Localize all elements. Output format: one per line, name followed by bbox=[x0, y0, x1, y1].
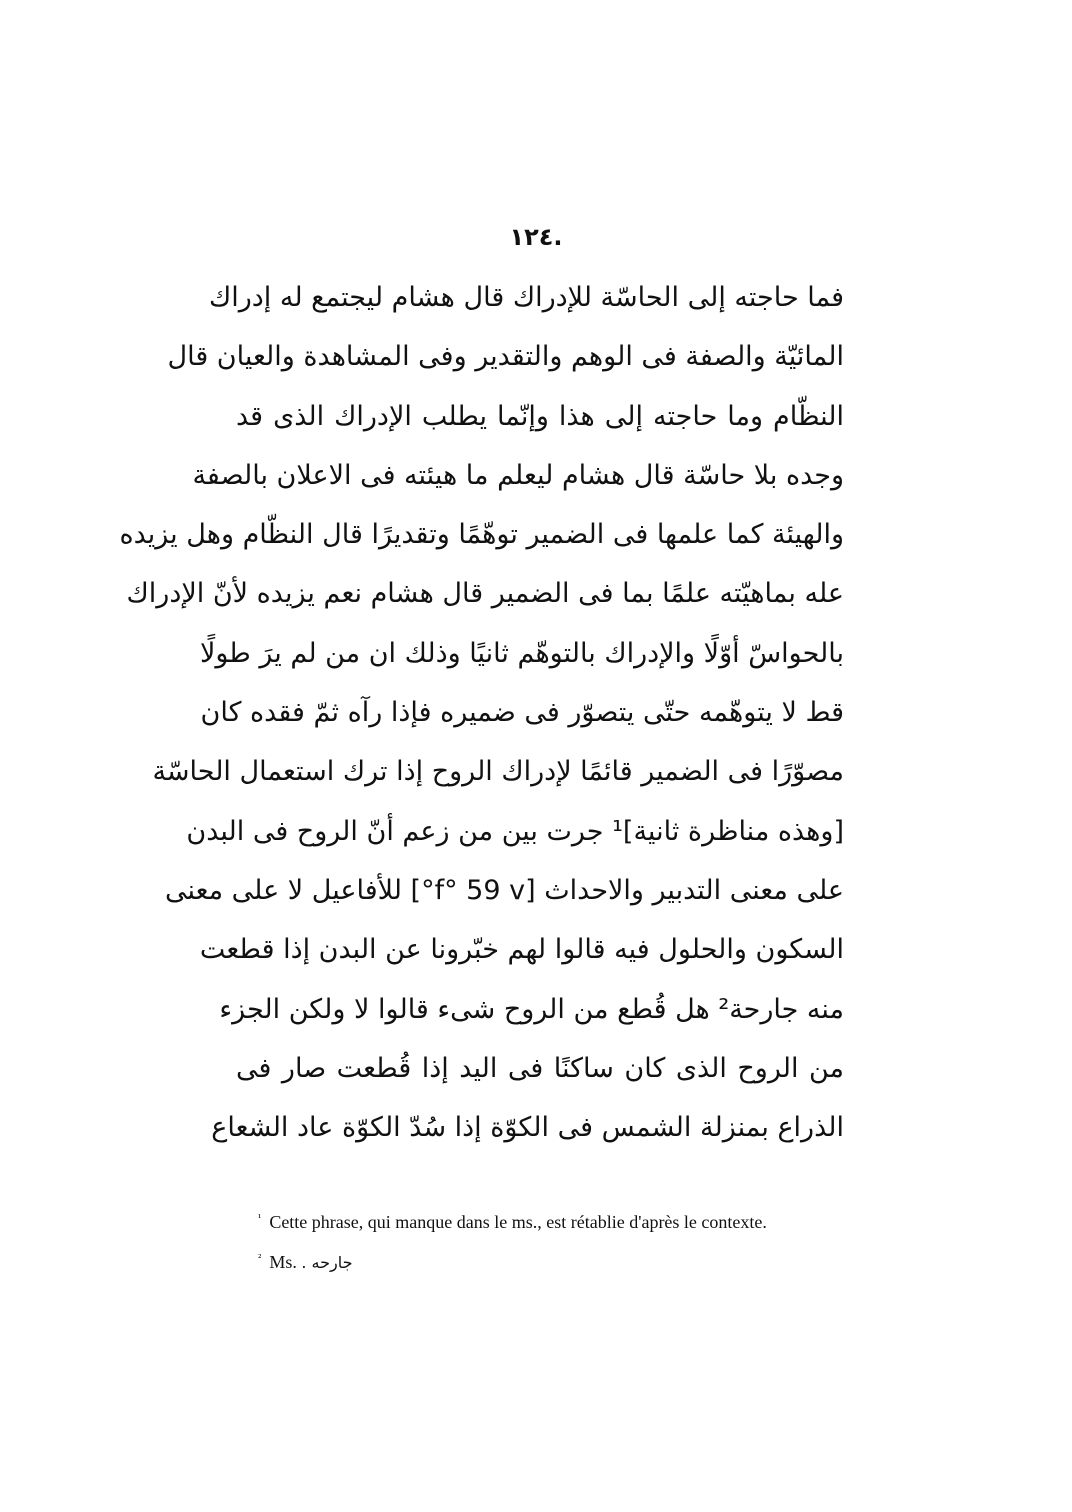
text-line: من الروح الذى كان ساكنًا فى اليد إذا قُطعت صار فى bbox=[236, 1052, 844, 1084]
text-line: بالحواسّ أوّلًا والإدراك بالتوهّم ثانيًا وذلك ان من لم يرَ طولًا bbox=[199, 637, 844, 669]
text-line: النظّام وما حاجته إلى هذا وإنّما يطلب الإدراك الذى قد bbox=[236, 400, 844, 432]
page-number: ١٢٤. bbox=[509, 223, 563, 251]
footnote-prefix: Ms. bbox=[269, 1252, 297, 1272]
text-line: مصوّرًا فى الضمير قائمًا لإدراك الروح إذا ترك استعمال الحاسّة bbox=[152, 756, 844, 788]
text-line: منه جارحة² هل قُطع من الروح شىء قالوا لا ولكن الجزء bbox=[219, 993, 844, 1025]
text-line: السكون والحلول فيه قالوا لهم خبّرونا عن البدن إذا قطعت bbox=[199, 934, 844, 966]
footnote-arabic: جارحه . bbox=[301, 1253, 353, 1272]
footnote-1 bbox=[236, 1202, 846, 1238]
footnote-2 bbox=[236, 1242, 846, 1279]
text-line: والهيئة كما علمها فى الضمير توهّمًا وتقديرًا قال النظّام وهل يزيده bbox=[119, 519, 844, 551]
text-line: المائيّة والصفة فى الوهم والتقدير وفى المشاهدة والعيان قال bbox=[167, 341, 844, 373]
main-text bbox=[119, 268, 844, 1157]
text-line: عله بماهيّته علمًا بما فى الضمير قال هشام نعم يزيده لأنّ الإدراك bbox=[126, 578, 844, 610]
text-line: قط لا يتوهّمه حتّى يتصوّر فى ضميره فإذا رآه ثمّ فقده كان bbox=[200, 697, 844, 729]
text-line: وجده بلا حاسّة قال هشام ليعلم ما هيئته فى الاعلان بالصفة bbox=[192, 459, 844, 491]
footnote-marker: ² bbox=[258, 1252, 262, 1264]
footnote-marker: ¹ bbox=[258, 1212, 262, 1224]
footnote-text: Cette phrase, qui manque dans le ms., est rétablie d'après le contexte. bbox=[269, 1212, 767, 1232]
text-line: فما حاجته إلى الحاسّة للإدراك قال هشام ليجتمع له إدراك bbox=[208, 282, 844, 313]
text-line: على معنى التدبير والاحداث [f° 59 v°] للأفاعيل لا على معنى bbox=[164, 874, 844, 906]
footnotes bbox=[236, 1202, 846, 1279]
text-line: الذراع بمنزلة الشمس فى الكوّة إذا سُدّ الكوّة عاد الشعاع bbox=[211, 1112, 844, 1144]
text-line: [وهذه مناظرة ثانية]¹ جرت بين من زعم أنّ الروح فى البدن bbox=[186, 815, 844, 847]
